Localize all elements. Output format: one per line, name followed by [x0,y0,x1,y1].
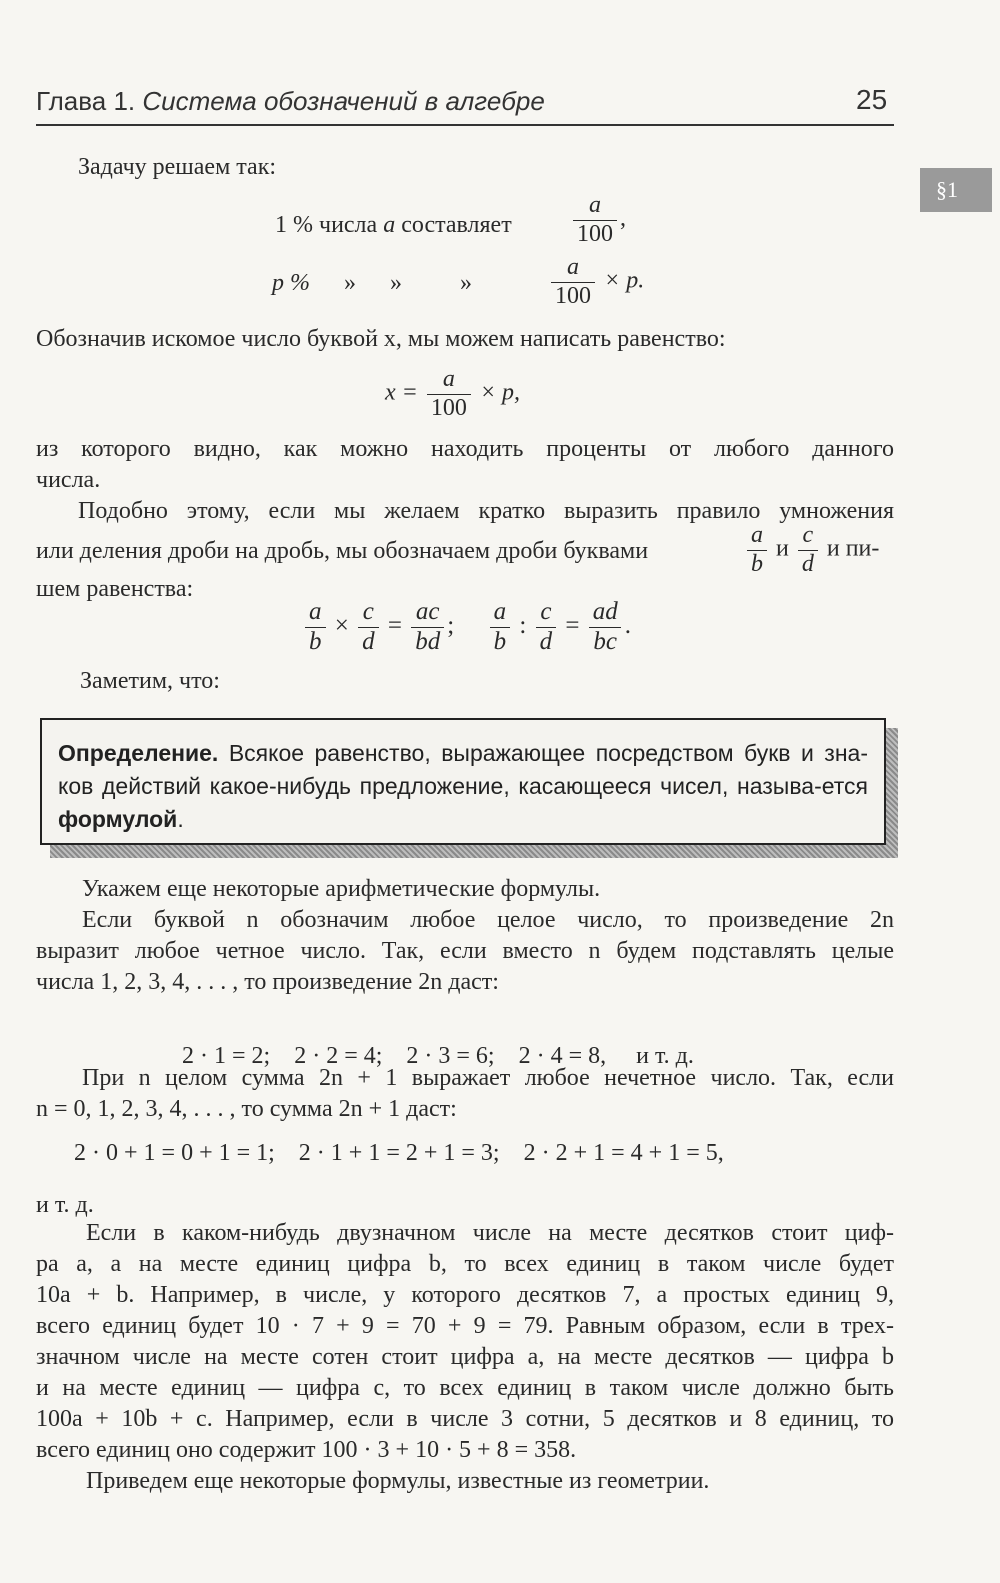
definition-label: Определение. [58,740,219,766]
paragraph-note: Заметим, что: [80,668,220,694]
paragraph-even-line3: числа 1, 2, 3, 4, . . . , то произведение 2n даст: [36,969,499,995]
equation-even-numbers: 2 · 1 = 2; 2 · 2 = 4; 2 · 3 = 6; 2 · 4 = 8, и т. д. [182,1043,694,1069]
fraction-a-over-100-2: $\frac{a}{100}$ × p. [548,254,644,310]
chapter-number: Глава 1. [36,86,136,116]
paragraph-geometry: Приведем еще некоторые формулы, известные из геометрии. [86,1468,710,1494]
paragraph-etc: и т. д. [36,1192,94,1218]
definition-text: Определение. Всякое равенство, выражающее посредством букв и зна-ков действий какое-нибудь предложение, касающееся чисел, называ-ется формулой. [58,740,869,832]
paragraph-digits-line6: и на месте единиц — цифра c, то всех единиц в таком числе должно быть [36,1375,894,1401]
paragraph-even-line1: Если буквой n обозначим любое целое число, то произведение 2n [82,907,894,933]
paragraph-percent-line2: числа. [36,467,101,493]
section-tab: §1 [920,168,992,212]
fraction-a-over-100-1: $\frac{a}{100}$ , [570,192,626,248]
paragraph-percent-line1: из которого видно, как можно находить проценты от любого данного [36,436,894,462]
paragraph-digits-line7: 100a + 10b + c. Например, если в числе 3 сотни, 5 десятков и 8 единиц, то [36,1406,894,1432]
equation-fraction-rules: $\frac{a}{b}$ × $\frac{c}{d}$ = $\frac{ac}{bd}$ ; $\frac{a}{b}$ : $\frac{c}{d}$ = $\frac{ad}{bc}$ . [302,598,631,657]
paragraph-odd-line2: n = 0, 1, 2, 3, 4, . . . , то сумма 2n + 1 даст: [36,1096,457,1122]
paragraph-intro: Задачу решаем так: [78,154,277,180]
equation-p-percent: p % » » » [272,270,472,296]
paragraph-fractions-line2: или деления дроби на дробь, мы обозначаем дроби буквами [36,538,649,564]
equation-one-percent: 1 % числа a составляет [275,212,512,238]
equation-odd-numbers: 2 · 0 + 1 = 0 + 1 = 1; 2 · 1 + 1 = 2 + 1 = 3; 2 · 2 + 1 = 4 + 1 = 5, [74,1140,724,1166]
paragraph-even-line2: выразит любое четное число. Так, если вместо n будем подставлять целые [36,938,894,964]
fractions-a-b-c-d: $\frac{a}{b}$ и $\frac{c}{d}$ и пи- [744,522,879,578]
chapter-title: Система обозначений в алгебре [142,86,545,116]
paragraph-digits-line8: всего единиц оно содержит 100 · 3 + 10 · 5 + 8 = 358. [36,1437,577,1463]
paragraph-digits-line3: 10a + b. Например, в числе, у которого десятков 7, а простых единиц 9, [36,1282,894,1308]
paragraph-digits-line1: Если в каком-нибудь двузначном числе на месте десятков стоит циф- [86,1220,894,1246]
paragraph-notation: Обозначив искомое число буквой x, мы можем написать равенство: [36,326,726,352]
paragraph-formulas-intro: Укажем еще некоторые арифметические формулы. [82,876,601,902]
paragraph-digits-line4: всего единиц будет 10 · 7 + 9 = 70 + 9 = 79. Равным образом, если в трех- [36,1313,894,1339]
page-number: 25 [856,84,888,115]
paragraph-digits-line5: значном числе на месте сотен стоит цифра a, на месте десятков — цифра b [36,1344,894,1370]
paragraph-digits-line2: ра a, а на месте единиц цифра b, то всех единиц в таком числе будет [36,1251,894,1277]
paragraph-fractions-line3: шем равенства: [36,576,194,602]
header-rule [36,124,894,126]
definition-term: формулой [58,806,178,832]
paragraph-fractions-line1: Подобно этому, если мы желаем кратко выразить правило умножения [78,498,894,524]
running-header [36,86,545,117]
paragraph-odd-line1: При n целом сумма 2n + 1 выражает любое нечетное число. Так, если [82,1065,894,1091]
equation-x: x = $\frac{a}{100}$ × p, [385,366,521,421]
